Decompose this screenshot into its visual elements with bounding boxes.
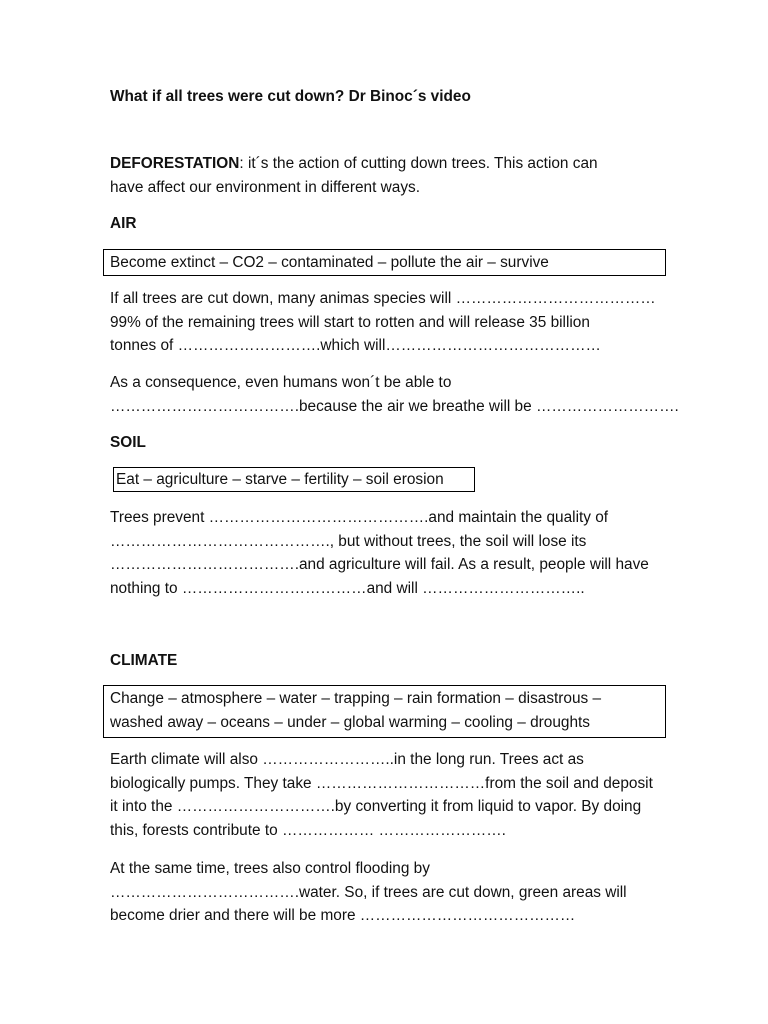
air-p2-line-2: ……………………………….because the air we breathe will be ………………………. bbox=[110, 397, 679, 415]
climate-p1-line-2: biologically pumps. They take ……………………………from the soil and deposit bbox=[110, 774, 653, 792]
climate-p1-line-3: it into the ………………………….by converting it from liquid to vapor. By doing bbox=[110, 798, 642, 816]
air-p1-line-3: tonnes of ……………………….which will…………………………………… bbox=[110, 337, 601, 355]
intro-definition: : it´s the action of cutting down trees. This action can bbox=[239, 155, 598, 172]
air-word-bank bbox=[103, 249, 666, 276]
air-p2-line-1: As a consequence, even humans won´t be able to bbox=[110, 374, 452, 391]
soil-paragraph bbox=[110, 506, 670, 600]
soil-p1-line-4: nothing to ………………………………and will ………………………….. bbox=[110, 579, 585, 597]
intro-paragraph bbox=[110, 152, 670, 199]
climate-p2-line-1: At the same time, trees also control flooding by bbox=[110, 860, 430, 877]
climate-word-bank-line-1: Change – atmosphere – water – trapping – rain formation – disastrous – bbox=[110, 690, 602, 707]
air-heading: AIR bbox=[110, 215, 137, 232]
climate-word-bank bbox=[103, 685, 666, 738]
soil-word-bank bbox=[113, 467, 475, 492]
intro-line-1 bbox=[110, 152, 670, 176]
climate-paragraph-2 bbox=[110, 857, 670, 928]
climate-paragraph-1 bbox=[110, 748, 670, 842]
deforestation-term: DEFORESTATION bbox=[110, 155, 240, 172]
intro-line-2: have affect our environment in different ways. bbox=[110, 178, 420, 196]
page-title: What if all trees were cut down? Dr Binoc´s video bbox=[110, 88, 471, 105]
soil-p1-line-3: ……………………………….and agriculture will fail. As a result, people will have bbox=[110, 556, 649, 574]
air-word-bank-text: Become extinct – CO2 – contaminated – pollute the air – survive bbox=[110, 254, 549, 271]
climate-p2-line-2: ……………………………….water. So, if trees are cut down, green areas will bbox=[110, 883, 627, 901]
soil-p1-line-1: Trees prevent …………………………………….and maintain the quality of bbox=[110, 509, 609, 526]
air-paragraph-2 bbox=[110, 371, 679, 418]
air-p1-line-2: 99% of the remaining trees will start to rotten and will release 35 billion bbox=[110, 313, 590, 331]
soil-word-bank-text: Eat – agriculture – starve – fertility – soil erosion bbox=[116, 471, 444, 488]
climate-p2-line-3: become drier and there will be more …………………………………… bbox=[110, 907, 576, 925]
soil-heading: SOIL bbox=[110, 434, 146, 451]
climate-word-bank-line-2: washed away – oceans – under – global warming – cooling – droughts bbox=[110, 714, 590, 731]
climate-p1-line-4: this, forests contribute to ……………… ……………………. bbox=[110, 821, 506, 839]
air-p1-line-1: If all trees are cut down, many animas species will ………………………………… bbox=[110, 290, 656, 307]
air-paragraph-1 bbox=[110, 287, 670, 358]
soil-p1-line-2: ……………………………………., but without trees, the soil will lose its bbox=[110, 532, 587, 550]
climate-p1-line-1: Earth climate will also ……………………..in the long run. Trees act as bbox=[110, 751, 584, 768]
climate-heading: CLIMATE bbox=[110, 652, 178, 669]
